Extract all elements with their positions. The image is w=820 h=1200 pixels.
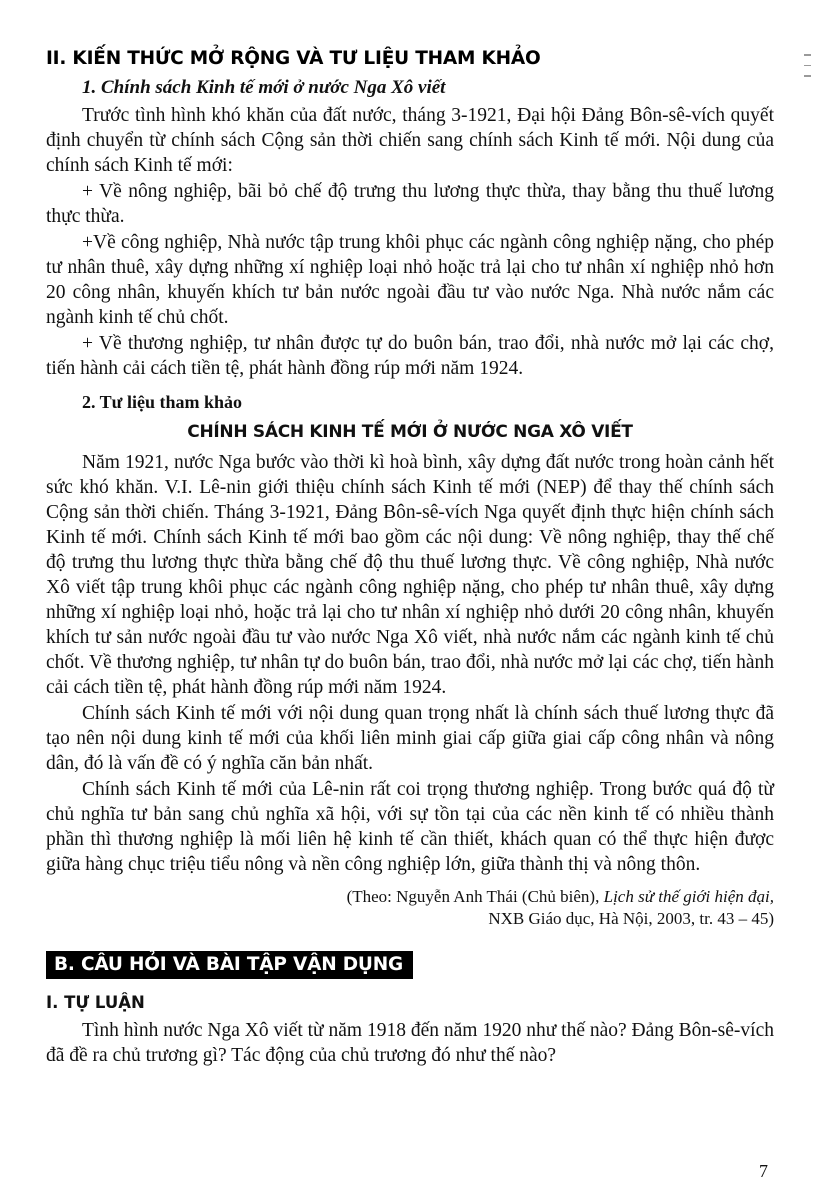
- page-edge-marks: [804, 54, 814, 94]
- paragraph-7: Chính sách Kinh tế mới của Lê-nin rất coi trọng thương nghiệp. Trong bước quá độ từ chủ nghĩa tư bản sang chủ nghĩa xã hội, với sự tồn tại của các nền kinh tế có nhiều thành phần thì thương nghiệp là mối liên hệ kinh tế cần thiết, khách quan có thể thực hiện được giữa hàng chục triệu tiểu nông và nền công nghiệp lớn, giữa thành thị và nông thôn.: [46, 779, 774, 876]
- part-b-banner: B. CÂU HỎI VÀ BÀI TẬP VẬN DỤNG: [46, 951, 413, 979]
- source-citation: [46, 886, 774, 930]
- source-title: Lịch sử thế giới hiện đại,: [603, 887, 774, 907]
- paragraph-3: +Về công nghiệp, Nhà nước tập trung khôi phục các ngành công nghiệp nặng, cho phép tư nhân thuê, xây dựng những xí nghiệp loại nhỏ hoặc trả lại cho tư nhân xí nghiệp nhỏ hơn 20 công nhân, khuyến khích tư bản nước ngoài đầu tư vào nước Nga. Nhà nước nắm các ngành kinh tế chủ chốt.: [46, 232, 774, 329]
- page-number: 7: [759, 1161, 768, 1181]
- paragraph-6: Chính sách Kinh tế mới với nội dung quan trọng nhất là chính sách thuế lương thực đã tạo nên nội dung kinh tế mới của khối liên minh giai cấp giữa giai cấp công nhân và nông dân, đó là vấn đề có ý nghĩa căn bản nhất.: [46, 702, 774, 775]
- source-prefix: (Theo: Nguyễn Anh Thái (Chủ biên),: [346, 887, 604, 907]
- question-1: Tình hình nước Nga Xô viết từ năm 1918 đến năm 1920 như thế nào? Đảng Bôn-sê-vích đã đề ra chủ trương gì? Tác động của chủ trương đó như thế nào?: [46, 1019, 774, 1066]
- subsection-heading-1: 1. Chính sách Kinh tế mới ở nước Nga Xô viết: [82, 77, 446, 98]
- paragraph-4: + Về thương nghiệp, tư nhân được tự do buôn bán, trao đổi, nhà nước mở lại các chợ, tiến hành cải cách tiền tệ, phát hành đồng rúp mới năm 1924.: [46, 333, 774, 380]
- subsection-heading-2: 2. Tư liệu tham khảo: [82, 391, 243, 412]
- paragraph-1: Trước tình hình khó khăn của đất nước, tháng 3-1921, Đại hội Đảng Bôn-sê-vích quyết định chuyển từ chính sách Cộng sản thời chiến sang chính sách Kinh tế mới. Nội dung của chính sách Kinh tế mới:: [46, 105, 774, 177]
- essay-section-heading: I. TỰ LUẬN: [46, 992, 145, 1012]
- source-publisher: NXB Giáo dục, Hà Nội, 2003, tr. 43 – 45): [488, 909, 774, 929]
- paragraph-2: + Về nông nghiệp, bãi bỏ chế độ trưng thu lương thực thừa, thay bằng thu thuế lương thực thừa.: [46, 181, 774, 228]
- section-heading: II. KIẾN THỨC MỞ RỘNG VÀ TƯ LIỆU THAM KHẢO: [46, 48, 541, 69]
- reference-document-title: CHÍNH SÁCH KINH TẾ MỚI Ở NƯỚC NGA XÔ VIẾT: [187, 421, 633, 442]
- paragraph-5: Năm 1921, nước Nga bước vào thời kì hoà bình, xây dựng đất nước trong hoàn cảnh hết sức khó khăn. V.I. Lê-nin giới thiệu chính sách Kinh tế mới (NEP) để thay thế chính sách Cộng sản thời chiến. Tháng 3-1921, Đảng Bôn-sê-vích Nga quyết định thực hiện chính sách Kinh tế mới. Chính sách Kinh tế mới bao gồm các nội dung: Về nông nghiệp, thay thế chế độ trưng thu lương thực thừa bằng chế độ thu thuế lương thực. Về công nghiệp, Nhà nước Xô viết tập trung khôi phục các ngành công nghiệp nặng, cho phép tư nhân thuê, xây dựng những xí nghiệp loại nhỏ, hoặc trả lại cho tư nhân xí nghiệp nhỏ dưới 20 công nhân, khuyến khích tư sản nước ngoài đầu tư vào nước Nga Xô viết, nhà nước nắm các ngành kinh tế chủ chốt. Về thương nghiệp, tư nhân tự do buôn bán, trao đổi, nhà nước mở lại các chợ, tiến hành cải cách tiền tệ, phát hành đồng rúp mới năm 1924.: [46, 451, 774, 698]
